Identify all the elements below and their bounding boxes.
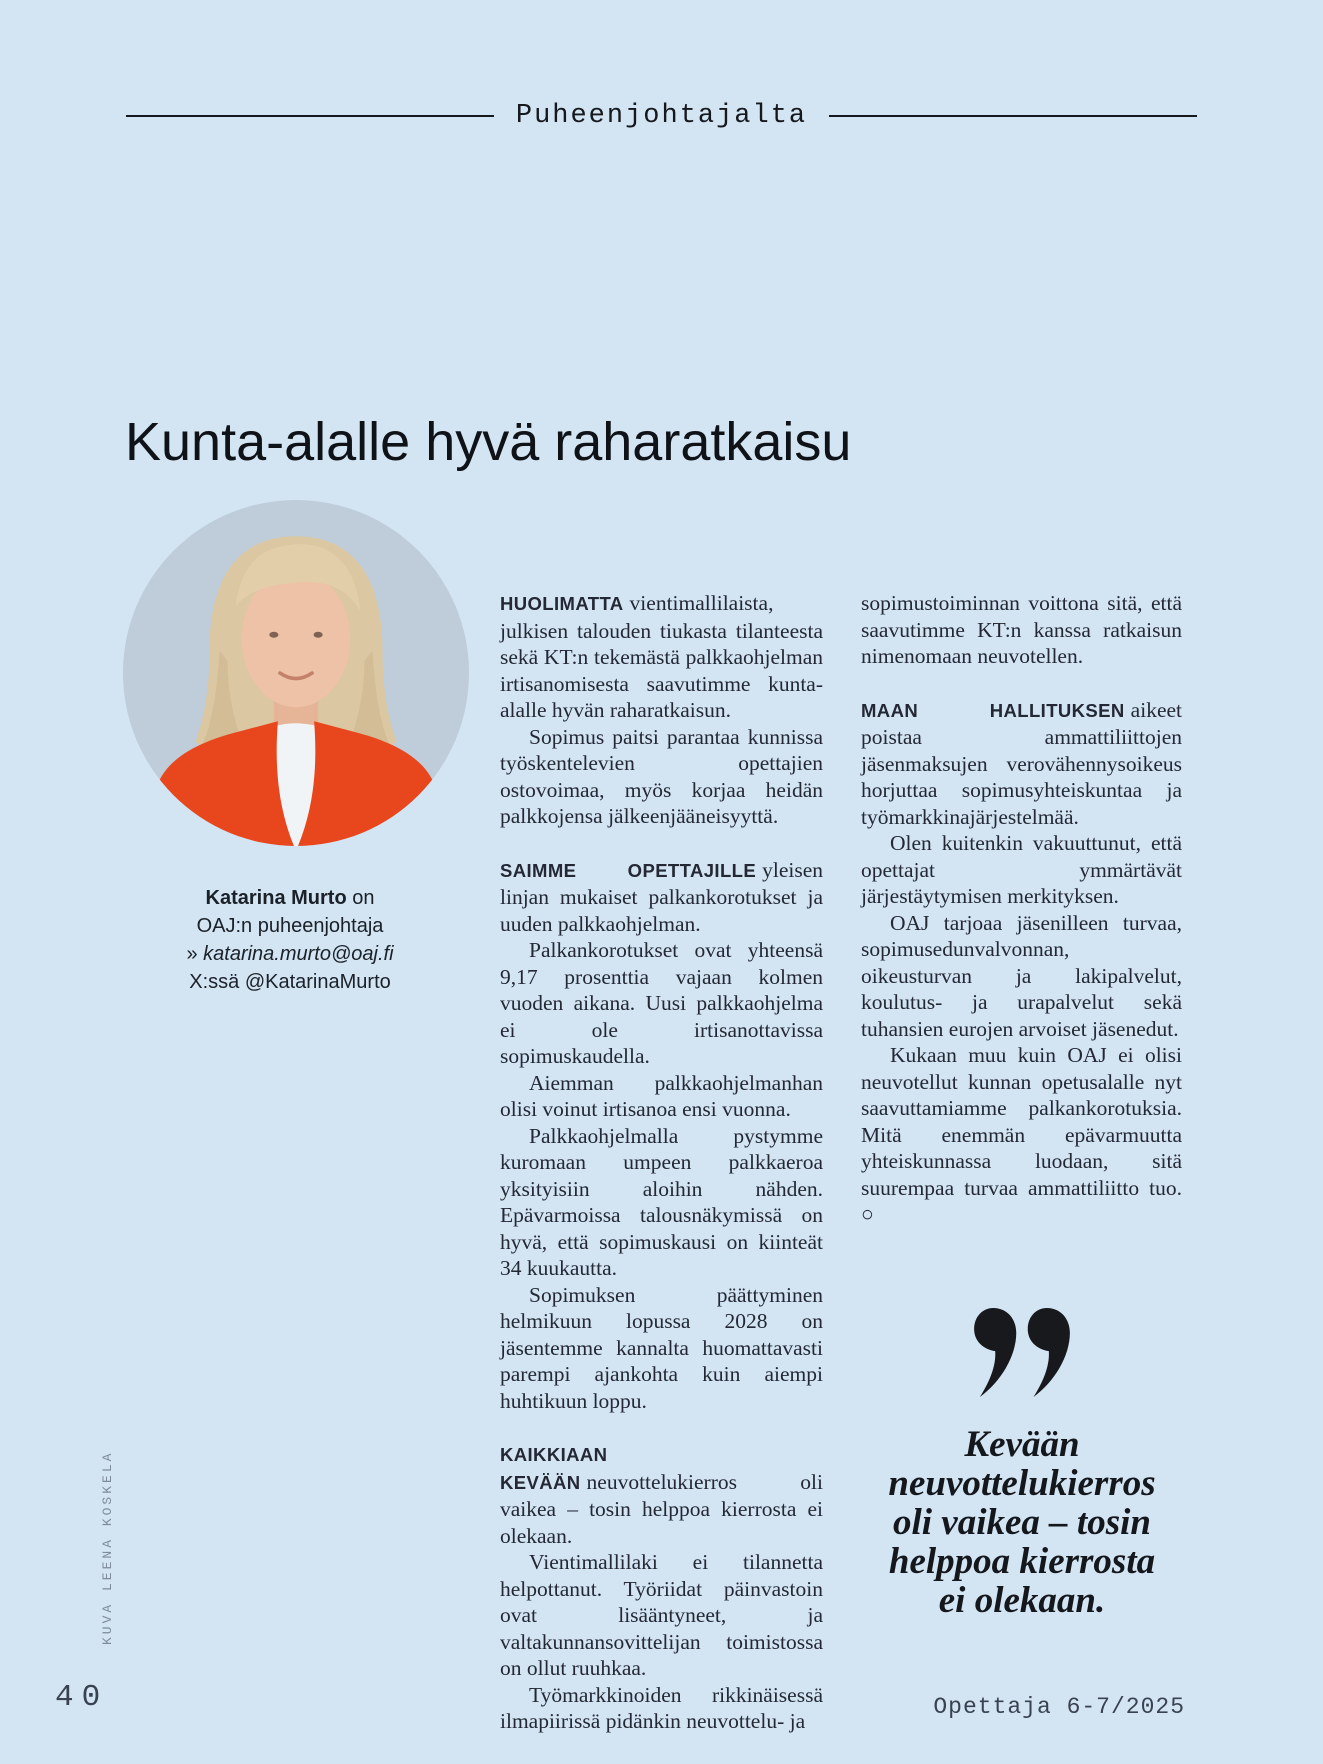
paragraph: OAJ tarjoaa jäsenilleen turvaa, sopimusedunvalvonnan, oikeusturvan ja lakipalvelut, koulutus- ja urapalvelut sekä tuhansien eurojen arvoiset jäsenedut. (861, 910, 1182, 1041)
paragraph: Olen kuitenkin vakuuttunut, että opettajat ymmärtävät järjestäytymisen merkityksen. (861, 831, 1182, 908)
kicker-row (0, 101, 1323, 131)
article-column-1 (500, 590, 823, 1735)
paragraph: Työmarkkinoiden rikkinäisessä ilmapiirissä pidänkin neuvottelu- ja (500, 1682, 823, 1733)
caption-name-suffix: on (346, 887, 375, 909)
paragraph: Palkkaohjelmalla pystymme kuromaan umpeen palkkaeroa yksityisiin aloihin nähden. Epävarmoissa talousnäkymissä on hyvä, että sopimuskausi on kiinteät 34 kuukautta. (500, 1123, 823, 1280)
paragraph: Vientimallilaki ei tilannetta helpottanut. Työriidat päinvastoin ovat lisääntyneet, ja valtakunnansovittelijan toimistossa on ollut ruuhkaa. (500, 1550, 823, 1680)
paragraph (500, 590, 823, 724)
quote-line: oli vaikea – tosin (893, 1502, 1151, 1543)
issue-label: Opettaja 6-7/2025 (933, 1694, 1185, 1720)
quote-line: neuvottelukierros (888, 1463, 1156, 1504)
paragraph (861, 697, 1182, 831)
kicker-rule-right (829, 115, 1197, 117)
pull-quote (810, 1308, 1234, 1620)
portrait-photo (123, 500, 469, 846)
caption-email-line (110, 940, 470, 968)
photo-caption (110, 884, 470, 996)
paragraph-text: yleisen linjan mukaiset palkankorotukset ja uuden palkkaohjelman. (500, 857, 823, 936)
kicker-label: Puheenjohtajalta (515, 101, 808, 131)
quote-line: Kevään (964, 1424, 1080, 1465)
paragraph: Sopimus paitsi parantaa kunnissa työskentelevien opettajien ostovoimaa, myös korjaa heidän palkkojensa jälkeenjääneisyyttä. (500, 724, 823, 828)
paragraph: Aiemman palkkaohjelmanhan olisi voinut irtisanoa ensi vuonna. (500, 1070, 823, 1121)
article-column-2 (861, 590, 1182, 1228)
portrait-illustration (123, 500, 469, 846)
paragraph: Kukaan muu kuin OAJ ei olisi neuvotellut kunnan opetusalalle nyt saavuttamiamme palkankorotuksia. Mitä enemmän epävarmuutta yhteiskunnassa luodaan, sitä suurempaa turvaa ammattiliitto tuo. ○ (861, 1043, 1182, 1226)
quote-line: ei olekaan. (938, 1580, 1106, 1621)
paragraph-text: aikeet poistaa ammattiliittojen jäsenmaksujen verovähennysoikeus horjuttaa sopimusyhteiskuntaa ja työmarkkinajärjestelmää. (861, 697, 1182, 829)
caption-role: OAJ:n puheenjohtaja (196, 915, 384, 937)
paragraph (500, 857, 823, 938)
lead-in: MAAN HALLITUKSEN (861, 699, 1125, 721)
kicker-rule-left (126, 115, 494, 117)
caption-name: Katarina Murto (205, 887, 347, 909)
photo-credit: KUVA LEENA KOSKELA (100, 1450, 115, 1645)
quote-line: helppoa kierrosta (888, 1541, 1156, 1582)
paragraph-text: neuvottelukierros oli vaikea – tosin helppoa kierrosta ei olekaan. (500, 1469, 823, 1548)
paragraph: Palkankorotukset ovat yhteensä 9,17 prosenttia vajaan kolmen vuoden aikana. Uusi palkkaohjelma ei ole irtisanottavissa sopimuskaudella. (500, 938, 823, 1068)
paragraph: Sopimuksen päättyminen helmikuun lopussa 2028 on jäsentemme kannalta huomattavasti parempi ajankohta kuin aiempi huhtikuun loppu. (500, 1282, 823, 1413)
caption-social: X:ssä @KatarinaMurto (189, 971, 391, 993)
lead-in: SAIMME OPETTAJILLE (500, 859, 757, 881)
paragraph-text: vientimallilaista, julkisen talouden tiukasta tilanteesta sekä KT:n tekemästä palkkaohjelman irtisanomisesta saavutimme kunta-alalle hyvän raharatkaisun. (500, 591, 823, 722)
quote-marks-icon (810, 1308, 1234, 1403)
caption-line-name (110, 884, 470, 912)
lead-in: KAIKKIAAN KEVÄÄN (500, 1444, 608, 1493)
lead-in: HUOLIMATTA (500, 593, 624, 614)
caption-email-prefix: » (186, 943, 204, 965)
page-number: 40 (55, 1680, 109, 1715)
paragraph (500, 1441, 823, 1549)
page-title: Kunta-alalle hyvä raharatkaisu (125, 412, 852, 472)
caption-email: katarina.murto@oaj.fi (203, 943, 394, 965)
paragraph: sopimustoiminnan voittona sitä, että saavutimme KT:n kanssa ratkaisun nimenomaan neuvotellen. (861, 591, 1182, 668)
